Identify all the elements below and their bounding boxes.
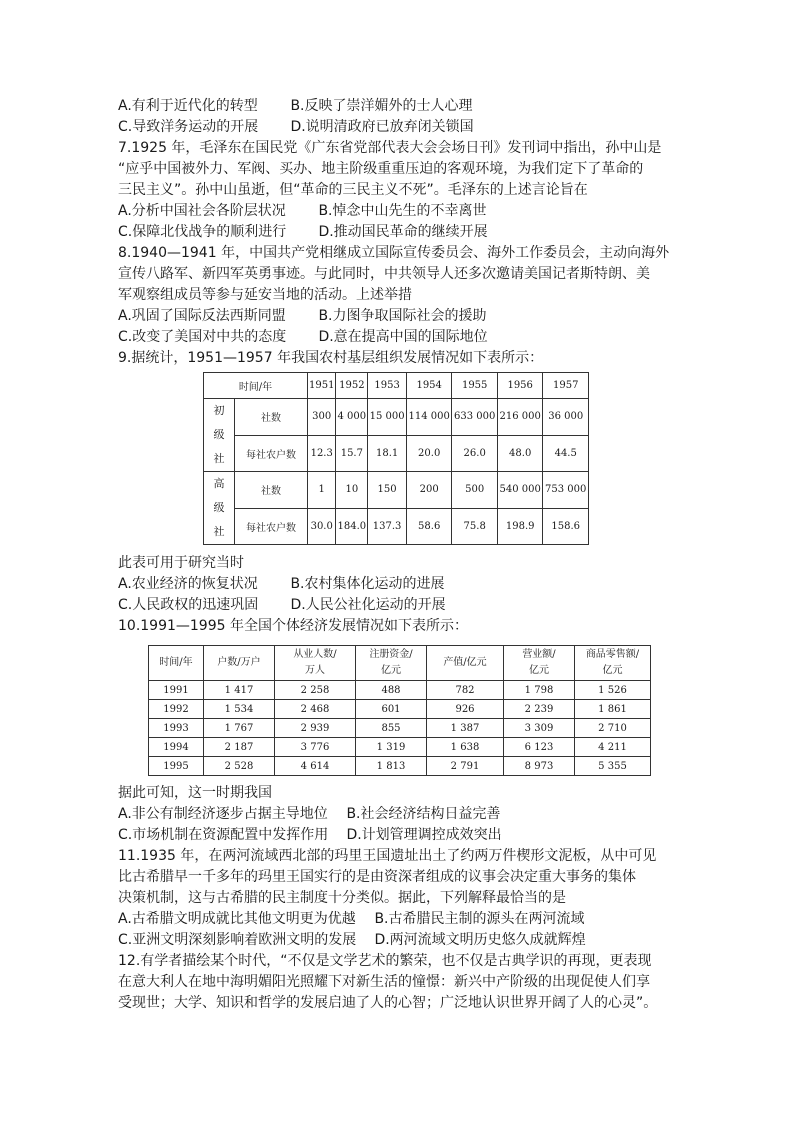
table-row <box>204 399 589 436</box>
q10-cell: 4 614 <box>275 757 356 776</box>
q9-row-label: 社数 <box>235 472 308 509</box>
q10-header: 营业额/ 亿元 <box>504 646 575 681</box>
q9-table-corner: 时间/年 <box>204 373 308 399</box>
q10-cell: 782 <box>427 681 504 700</box>
q10-options-row-2 <box>118 825 502 845</box>
q10-stem: 10.1991—1995 年全国个体经济发展情况如下表所示： <box>118 618 468 634</box>
q10-cell: 1 813 <box>356 757 427 776</box>
table-row <box>149 738 651 757</box>
q10-options-row-1 <box>118 804 501 824</box>
q10-cell: 2 468 <box>275 700 356 719</box>
q8-option-a[interactable]: A.巩固了国际反法西斯同盟 <box>118 308 286 324</box>
q9-group-primary: 初 级 社 <box>204 399 235 472</box>
table-row <box>204 435 589 472</box>
q9-cell: 20.0 <box>406 435 452 472</box>
q9-cell: 75.8 <box>452 508 498 545</box>
q7-options-row-2 <box>118 222 488 242</box>
q10-option-d[interactable]: D.计划管理调控成效突出 <box>346 827 502 843</box>
q10-cell: 1 767 <box>204 719 275 738</box>
q9-cell: 198.9 <box>497 508 543 545</box>
q9-cell: 1 <box>308 472 336 509</box>
q10-cell: 5 355 <box>575 757 651 776</box>
q10-option-c[interactable]: C.市场机制在资源配置中发挥作用 <box>118 827 329 843</box>
q9-year-header: 1952 <box>336 373 368 399</box>
table-row <box>204 472 589 509</box>
q9-stem: 9.据统计，1951—1957 年我国农村基层组织发展情况如下表所示： <box>118 350 544 366</box>
q6-options-row-1 <box>118 96 473 116</box>
q9-cell: 158.6 <box>543 508 589 545</box>
q10-cell: 1 638 <box>427 738 504 757</box>
table-row <box>149 700 651 719</box>
q12-stem-line-1: 12.有学者描绘某个时代，“不仅是文学艺术的繁荣，也不仅是古典学识的再现，更表现 <box>118 953 652 969</box>
q10-header: 商品零售额/ 亿元 <box>575 646 651 681</box>
q10-cell: 855 <box>356 719 427 738</box>
q9-cell: 58.6 <box>406 508 452 545</box>
q6-option-a[interactable]: A.有利于近代化的转型 <box>118 98 258 114</box>
q10-cell: 4 211 <box>575 738 651 757</box>
q6-option-c[interactable]: C.导致洋务运动的开展 <box>118 119 259 135</box>
q10-table-header-row <box>149 646 651 681</box>
q10-cell: 1 526 <box>575 681 651 700</box>
q7-options-row-1 <box>118 201 487 221</box>
q9-cell: 26.0 <box>452 435 498 472</box>
q10-cell: 601 <box>356 700 427 719</box>
q10-cell: 1992 <box>149 700 204 719</box>
q10-cell: 1993 <box>149 719 204 738</box>
q9-year-header: 1955 <box>452 373 498 399</box>
q9-table-header-row <box>204 373 589 399</box>
q11-stem-line-2: 比古希腊早一千多年的玛里王国实行的是由资深者组成的议事会决定重大事务的集体 <box>118 869 636 885</box>
q8-option-c[interactable]: C.改变了美国对中共的态度 <box>118 329 287 345</box>
q10-cell: 1 861 <box>575 700 651 719</box>
q10-header: 时间/年 <box>149 646 204 681</box>
q10-option-a[interactable]: A.非公有制经济逐步占据主导地位 <box>118 806 328 822</box>
q10-cell: 2 258 <box>275 681 356 700</box>
q11-options-row-1 <box>118 909 585 929</box>
q9-cell: 18.1 <box>368 435 407 472</box>
q9-cell: 4 000 <box>336 399 368 436</box>
q10-header: 从业人数/ 万人 <box>275 646 356 681</box>
q8-options-row-2 <box>118 327 488 347</box>
q11-option-a[interactable]: A.古希腊文明成就比其他文明更为优越 <box>118 911 356 927</box>
q9-after-text: 此表可用于研究当时 <box>118 555 244 571</box>
q10-after-text: 据此可知，这一时期我国 <box>118 785 272 801</box>
q9-year-header: 1951 <box>308 373 336 399</box>
q10-cell: 8 973 <box>504 757 575 776</box>
q9-cell: 10 <box>336 472 368 509</box>
q11-option-c[interactable]: C.亚洲文明深刻影响着欧洲文明的发展 <box>118 932 357 948</box>
q9-row-label: 每社农户数 <box>235 508 308 545</box>
q9-cell: 44.5 <box>543 435 589 472</box>
q10-cell: 1995 <box>149 757 204 776</box>
q8-stem-line-1: 8.1940—1941 年，中国共产党相继成立国际宣传委员会、海外工作委员会，主动向海外 <box>118 245 670 261</box>
q10-cell: 1994 <box>149 738 204 757</box>
q7-option-b[interactable]: B.悼念中山先生的不幸离世 <box>318 203 487 219</box>
table-row <box>204 508 589 545</box>
q7-stem-line-2: “应乎中国被外力、军阀、买办、地主阶级重重压迫的客观环境，为我们定下了革命的 <box>118 161 644 177</box>
q9-year-header: 1956 <box>497 373 543 399</box>
q9-cell: 500 <box>452 472 498 509</box>
table-row <box>149 681 651 700</box>
q8-stem-line-3: 军观察组成员等参与延安当地的活动。上述举措 <box>118 287 412 303</box>
q11-stem-line-1: 11.1935 年，在两河流域西北部的玛里王国遗址出土了约两万件楔形文泥板，从中可见 <box>118 848 657 864</box>
q9-cell: 137.3 <box>368 508 407 545</box>
q10-cell: 1 319 <box>356 738 427 757</box>
q9-group-advanced: 高 级 社 <box>204 472 235 545</box>
q10-cell: 1 534 <box>204 700 275 719</box>
q8-option-b[interactable]: B.力图争取国际社会的援助 <box>318 308 487 324</box>
q8-option-d[interactable]: D.意在提高中国的国际地位 <box>318 329 488 345</box>
q6-options-row-2 <box>118 117 474 137</box>
q9-row-label: 每社农户数 <box>235 435 308 472</box>
q10-cell: 3 776 <box>275 738 356 757</box>
q9-cell: 216 000 <box>497 399 543 436</box>
q7-option-a[interactable]: A.分析中国社会各阶层状况 <box>118 203 286 219</box>
q9-cell: 114 000 <box>406 399 452 436</box>
q9-cell: 15 000 <box>368 399 407 436</box>
q12-stem-line-2: 在意大利人在地中海明媚阳光照耀下对新生活的憧憬：新兴中产阶级的出现促使人们享 <box>118 974 650 990</box>
q9-options-row-2 <box>118 595 446 615</box>
q9-cell: 184.0 <box>336 508 368 545</box>
q10-cell: 2 528 <box>204 757 275 776</box>
q9-cell: 753 000 <box>543 472 589 509</box>
q10-header: 户数/万户 <box>204 646 275 681</box>
q6-option-d[interactable]: D.说明清政府已放弃闭关锁国 <box>290 119 474 135</box>
q10-cell: 488 <box>356 681 427 700</box>
q9-option-b[interactable]: B.农村集体化运动的进展 <box>290 576 445 592</box>
q9-cell: 200 <box>406 472 452 509</box>
q7-stem-line-1: 7.1925 年，毛泽东在国民党《广东省党部代表大会会场日刊》发刊词中指出，孙中山是 <box>118 140 662 156</box>
q10-table <box>148 645 651 776</box>
q9-options-row-1 <box>118 574 445 594</box>
q10-cell: 2 239 <box>504 700 575 719</box>
q10-cell: 2 187 <box>204 738 275 757</box>
q9-row-label: 社数 <box>235 399 308 436</box>
q10-option-b[interactable]: B.社会经济结构日益完善 <box>346 806 501 822</box>
q9-cell: 300 <box>308 399 336 436</box>
q9-year-header: 1957 <box>543 373 589 399</box>
q7-option-d[interactable]: D.推动国民革命的继续开展 <box>318 224 488 240</box>
q9-cell: 36 000 <box>543 399 589 436</box>
q6-option-b[interactable]: B.反映了崇洋媚外的士人心理 <box>290 98 473 114</box>
q8-options-row-1 <box>118 306 487 326</box>
q10-cell: 2 710 <box>575 719 651 738</box>
q9-option-a[interactable]: A.农业经济的恢复状况 <box>118 576 258 592</box>
q7-option-c[interactable]: C.保障北伐战争的顺利进行 <box>118 224 287 240</box>
q10-header: 产值/亿元 <box>427 646 504 681</box>
q10-cell: 6 123 <box>504 738 575 757</box>
table-row <box>149 719 651 738</box>
q11-option-d[interactable]: D.两河流域文明历史悠久成就辉煌 <box>374 932 586 948</box>
q10-cell: 1 387 <box>427 719 504 738</box>
q9-year-header: 1954 <box>406 373 452 399</box>
q10-header: 注册资金/ 亿元 <box>356 646 427 681</box>
q11-option-b[interactable]: B.古希腊民主制的源头在两河流域 <box>374 911 585 927</box>
q11-stem-line-3: 决策机制，这与古希腊的民主制度十分类似。据此，下列解释最恰当的是 <box>118 890 566 906</box>
q8-stem-line-2: 宣传八路军、新四军英勇事迹。与此同时，中共领导人还多次邀请美国记者斯特朗、美 <box>118 266 650 282</box>
q9-table <box>203 372 589 545</box>
q10-cell: 3 309 <box>504 719 575 738</box>
q9-cell: 48.0 <box>497 435 543 472</box>
q12-stem-line-3: 受现世；大学、知识和哲学的发展启迪了人的心智；广泛地认识世界开阔了人的心灵”。 <box>118 995 658 1011</box>
q7-stem-line-3: 三民主义”。孙中山虽逝，但“革命的三民主义不死”。毛泽东的上述言论旨在 <box>118 182 588 198</box>
q11-options-row-2 <box>118 930 586 950</box>
q9-cell: 15.7 <box>336 435 368 472</box>
q9-year-header: 1953 <box>368 373 407 399</box>
table-row <box>149 757 651 776</box>
q10-cell: 1991 <box>149 681 204 700</box>
q10-cell: 1 798 <box>504 681 575 700</box>
q10-cell: 2 939 <box>275 719 356 738</box>
q10-cell: 1 417 <box>204 681 275 700</box>
q9-cell: 150 <box>368 472 407 509</box>
q9-option-d[interactable]: D.人民公社化运动的开展 <box>290 597 446 613</box>
q10-cell: 926 <box>427 700 504 719</box>
q9-option-c[interactable]: C.人民政权的迅速巩固 <box>118 597 259 613</box>
q9-cell: 540 000 <box>497 472 543 509</box>
q9-cell: 30.0 <box>308 508 336 545</box>
q10-cell: 2 791 <box>427 757 504 776</box>
q9-cell: 633 000 <box>452 399 498 436</box>
q9-cell: 12.3 <box>308 435 336 472</box>
